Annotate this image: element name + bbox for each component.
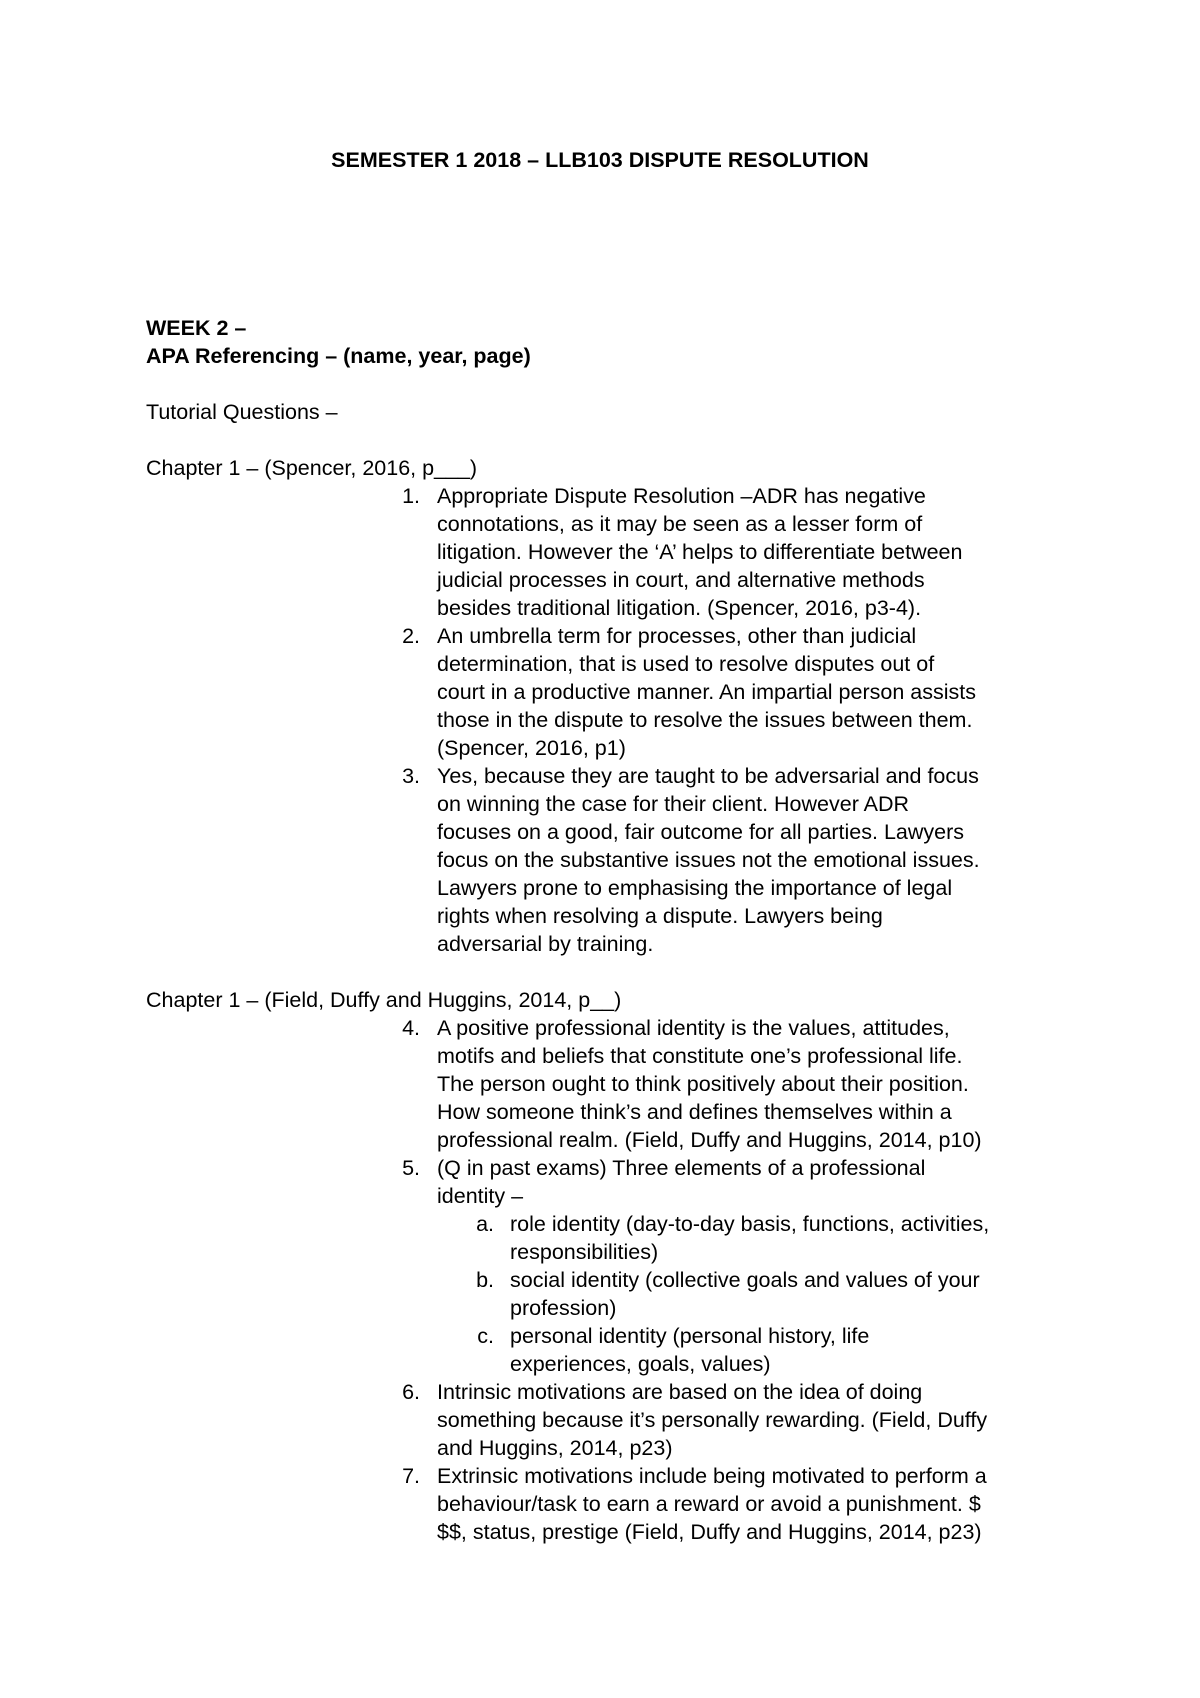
list-item: [0, 1378, 1200, 1462]
sub-item-text: role identity (day-to-day basis, functions, activities, responsibilities): [510, 1212, 990, 1264]
sub-item-text: social identity (collective goals and values of your profession): [510, 1268, 980, 1320]
section-heading-spencer: Chapter 1 – (Spencer, 2016, p___): [146, 456, 478, 480]
sub-list-item: [0, 1322, 1200, 1378]
sub-item-letter: a.: [476, 1212, 494, 1236]
item-number: 4.: [402, 1016, 420, 1040]
item-text: A positive professional identity is the values, attitudes, motifs and beliefs that constitute one’s professional life. The person ought to think positively about their position. How someone think’s and defines themselves within a professional realm. (Field, Duffy and Huggins, 2014, p10): [437, 1016, 982, 1152]
item-number: 6.: [402, 1380, 420, 1404]
document-title: SEMESTER 1 2018 – LLB103 DISPUTE RESOLUTION: [331, 148, 869, 172]
sub-list-item: [0, 1210, 1200, 1266]
tutorial-label: Tutorial Questions –: [146, 400, 338, 424]
item-text: An umbrella term for processes, other than judicial determination, that is used to resolve disputes out of court in a productive manner. An impartial person assists those in the dispute to resolve the issues between them. (Spencer, 2016, p1): [437, 624, 976, 760]
list-item: [0, 1014, 1200, 1154]
sub-item-letter: c.: [477, 1324, 494, 1348]
section-heading-field: Chapter 1 – (Field, Duffy and Huggins, 2014, p__): [146, 988, 622, 1012]
item-text: Yes, because they are taught to be adversarial and focus on winning the case for their client. However ADR focuses on a good, fair outcome for all parties. Lawyers focus on the substantive issues not the emotional issues. Lawyers prone to emphasising the importance of legal rights when resolving a dispute. Lawyers being adversarial by training.: [437, 764, 980, 956]
referencing-heading: APA Referencing – (name, year, page): [146, 344, 531, 368]
item-number: 7.: [402, 1464, 420, 1488]
field-question-list: [0, 1014, 1200, 1546]
item-text: Intrinsic motivations are based on the idea of doing something because it’s personally rewarding. (Field, Duffy and Huggins, 2014, p23): [437, 1380, 988, 1460]
week-heading: WEEK 2 –: [146, 316, 247, 340]
spencer-question-list: [0, 482, 1200, 958]
item-number: 1.: [402, 484, 420, 508]
sub-item-text: personal identity (personal history, life experiences, goals, values): [510, 1324, 870, 1376]
item-text: Appropriate Dispute Resolution –ADR has negative connotations, as it may be seen as a lesser form of litigation. However the ‘A’ helps to differentiate between judicial processes in court, and alternative methods besides traditional litigation. (Spencer, 2016, p3-4).: [437, 484, 963, 620]
list-item: [0, 622, 1200, 762]
item-number: 5.: [402, 1156, 420, 1180]
list-item: [0, 1154, 1200, 1378]
list-item: [0, 762, 1200, 958]
item-text: (Q in past exams) Three elements of a professional identity –: [437, 1156, 926, 1208]
sub-list-item: [0, 1266, 1200, 1322]
sub-item-letter: b.: [476, 1268, 494, 1292]
list-item: [0, 482, 1200, 622]
list-item: [0, 1462, 1200, 1546]
item-text: Extrinsic motivations include being motivated to perform a behaviour/task to earn a reward or avoid a punishment. $ $$, status, prestige (Field, Duffy and Huggins, 2014, p23): [437, 1464, 987, 1544]
item-number: 2.: [402, 624, 420, 648]
item-number: 3.: [402, 764, 420, 788]
